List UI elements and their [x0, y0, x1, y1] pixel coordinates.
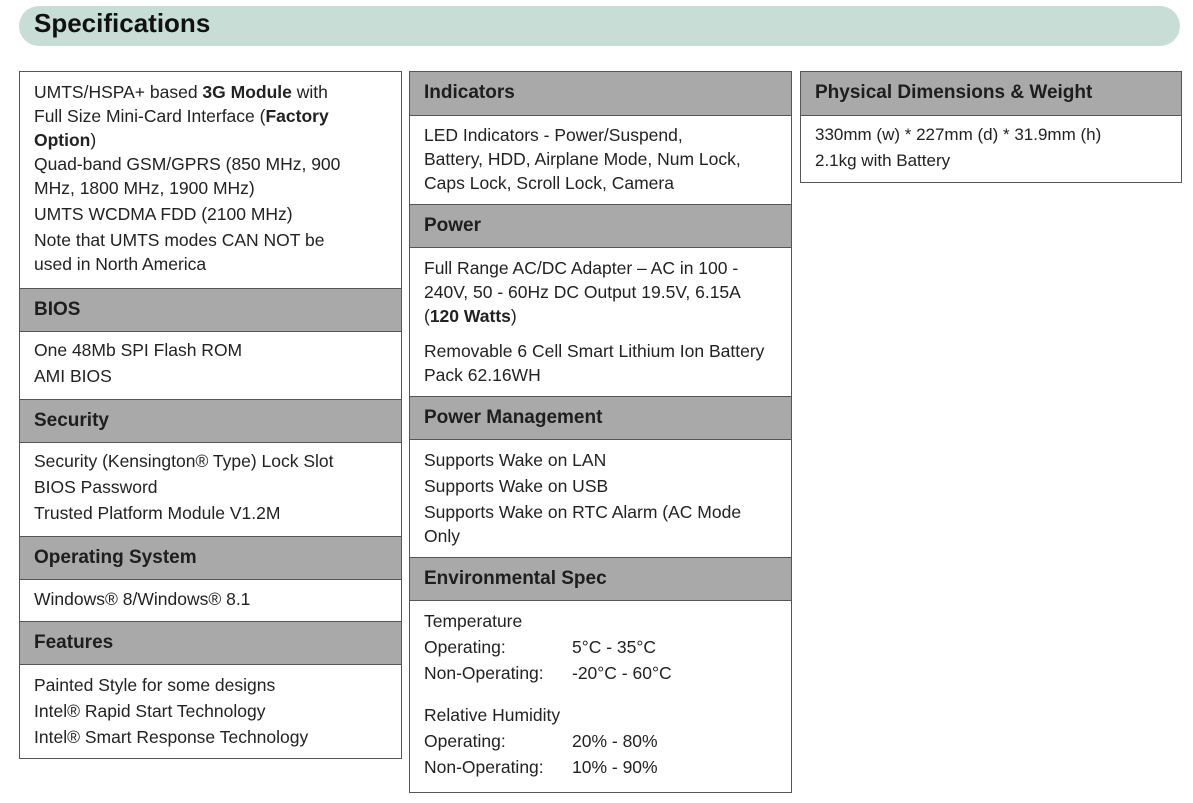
power-management-line: Supports Wake on LAN [424, 450, 607, 470]
text: with [291, 82, 328, 102]
indicators-line: LED Indicators - Power/Suspend, [424, 125, 683, 145]
indicators-line: Caps Lock, Scroll Lock, Camera [424, 173, 674, 193]
spec-column-2 [409, 71, 792, 793]
bios-line: AMI BIOS [34, 366, 112, 386]
security-header: Security [20, 399, 401, 443]
env-value: 20% - 80% [572, 731, 658, 751]
text-bold: Factory [265, 106, 329, 126]
environmental-header: Environmental Spec [410, 557, 791, 601]
text-bold: 3G Module [202, 82, 292, 102]
dimensions-line: 330mm (w) * 227mm (d) * 31.9mm (h) [815, 125, 1102, 144]
module-line-4: Quad-band GSM/GPRS (850 MHz, 900 [34, 154, 341, 174]
page-title-banner [19, 6, 1180, 46]
env-key: Operating: [424, 731, 506, 751]
security-line: BIOS Password [34, 477, 158, 497]
env-value: 5°C - 35°C [572, 637, 657, 657]
text: ( [424, 306, 430, 326]
env-key: Non-Operating: [424, 757, 544, 777]
module-section [20, 80, 401, 276]
humidity-row [424, 729, 783, 753]
power-header: Power [410, 204, 791, 248]
dimensions-section [801, 123, 1181, 173]
env-key: Non-Operating: [424, 663, 544, 683]
module-line-8: used in North America [34, 254, 207, 274]
module-line-2 [34, 104, 393, 128]
security-line: Trusted Platform Module V1.2M [34, 503, 281, 523]
features-header: Features [20, 621, 401, 665]
bios-header: BIOS [20, 288, 401, 332]
temperature-row [424, 661, 783, 685]
module-line-5: MHz, 1800 MHz, 1900 MHz) [34, 178, 255, 198]
power-line-4: Removable 6 Cell Smart Lithium Ion Battery [424, 341, 765, 361]
features-line: Intel® Smart Response Technology [34, 727, 309, 747]
humidity-row [424, 755, 783, 779]
power-management-line: Supports Wake on RTC Alarm (AC Mode [424, 502, 742, 522]
power-line-3 [424, 304, 783, 328]
text: UMTS/HSPA+ based [34, 82, 203, 102]
dimensions-line: 2.1kg with Battery [815, 151, 951, 170]
module-line-1 [34, 80, 393, 104]
indicators-section [410, 123, 791, 195]
temperature-row [424, 635, 783, 659]
env-value: -20°C - 60°C [572, 663, 672, 683]
features-section [20, 673, 401, 749]
text-bold: 120 Watts [429, 306, 511, 326]
power-line-1: Full Range AC/DC Adapter – AC in 100 - [424, 258, 739, 278]
power-section [410, 256, 791, 387]
env-key: Operating: [424, 637, 506, 657]
power-management-line: Only [424, 526, 460, 546]
bios-line: One 48Mb SPI Flash ROM [34, 340, 243, 360]
text: ) [90, 130, 97, 150]
temperature-label: Temperature [424, 611, 523, 631]
text-bold: Option [34, 130, 91, 150]
indicators-line: Battery, HDD, Airplane Mode, Num Lock, [424, 149, 741, 169]
os-header: Operating System [20, 536, 401, 580]
power-management-header: Power Management [410, 396, 791, 440]
env-value: 10% - 90% [572, 757, 658, 777]
text: ) [510, 306, 517, 326]
power-management-section [410, 448, 791, 548]
dimensions-header: Physical Dimensions & Weight [801, 72, 1181, 116]
spec-column-1 [19, 71, 402, 759]
security-line: Security (Kensington® Type) Lock Slot [34, 451, 334, 471]
features-line: Intel® Rapid Start Technology [34, 701, 266, 721]
security-section [20, 449, 401, 525]
module-line-3 [34, 128, 393, 152]
humidity-label: Relative Humidity [424, 705, 561, 725]
module-line-7: Note that UMTS modes CAN NOT be [34, 230, 325, 250]
power-management-line: Supports Wake on USB [424, 476, 609, 496]
page-title: Specifications [34, 8, 211, 38]
os-section [20, 587, 401, 611]
environmental-section [410, 609, 791, 779]
bios-section [20, 338, 401, 388]
module-line-6: UMTS WCDMA FDD (2100 MHz) [34, 204, 293, 224]
power-line-2: 240V, 50 - 60Hz DC Output 19.5V, 6.15A [424, 282, 741, 302]
spec-column-3 [800, 71, 1182, 183]
indicators-header: Indicators [410, 72, 791, 116]
text: Full Size Mini-Card Interface ( [34, 106, 266, 126]
power-line-5: Pack 62.16WH [424, 365, 541, 385]
os-line: Windows® 8/Windows® 8.1 [34, 589, 251, 609]
features-line: Painted Style for some designs [34, 675, 276, 695]
